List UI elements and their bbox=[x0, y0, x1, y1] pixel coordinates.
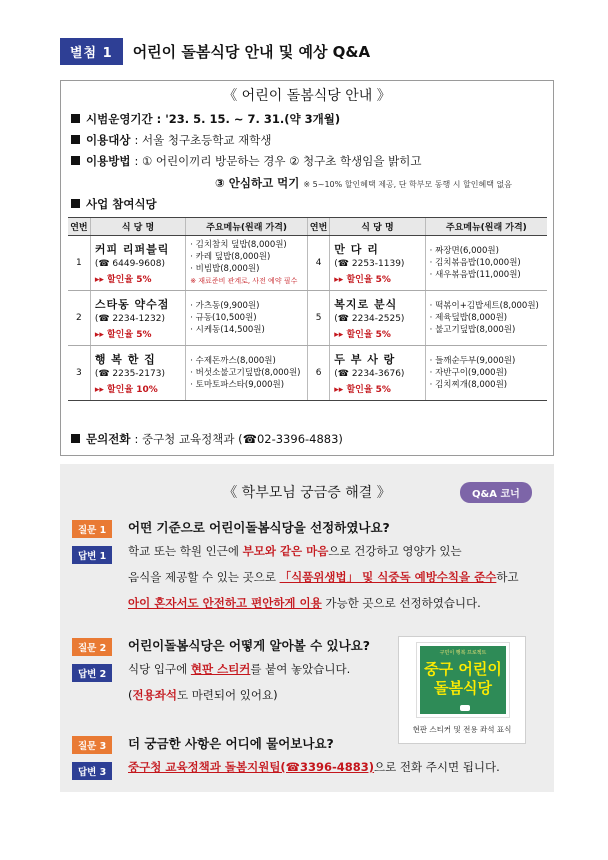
answer-highlight: 아이 혼자서도 안전하고 편안하게 이용 bbox=[128, 596, 322, 610]
answer-line bbox=[128, 564, 519, 590]
question-1-text: 어떤 기준으로 어린이돌봄식당을 선정하였나요? bbox=[128, 520, 390, 535]
menu-cell bbox=[186, 291, 308, 346]
shop-no: 6 bbox=[307, 346, 329, 401]
col-header: 연번 bbox=[307, 218, 329, 236]
shop-discount: ▸▸ 할인율 5% bbox=[94, 330, 152, 340]
answer-highlight: 전용좌석 bbox=[132, 688, 177, 702]
menu-item: · 가츠동(9,900원) bbox=[190, 301, 260, 311]
menu-item: · 카레 덮밥(8,000원) bbox=[190, 252, 271, 262]
answer-line bbox=[128, 656, 350, 682]
menu-cell bbox=[425, 291, 547, 346]
col-header: 식 당 명 bbox=[330, 218, 425, 236]
shop-no: 3 bbox=[68, 346, 90, 401]
menu-cell bbox=[186, 346, 308, 401]
col-header: 주요메뉴(원래 가격) bbox=[425, 218, 547, 236]
menu-cell bbox=[186, 236, 308, 291]
contact-label: 문의전화 bbox=[86, 432, 131, 446]
shop-cell bbox=[90, 291, 185, 346]
page-title: 어린이 돌봄식당 안내 및 예상 Q&A bbox=[132, 43, 371, 61]
answer-text: ( bbox=[128, 688, 133, 702]
period-label: 시범운영기간 : bbox=[86, 112, 162, 126]
answer-highlight: 중구청 교육정책과 돌봄지원팀(☎3396-4883) bbox=[128, 760, 375, 774]
menu-item: · 김치찌개(8,000원) bbox=[429, 380, 508, 390]
shops-label: 사업 참여식당 bbox=[86, 197, 157, 211]
attachment-badge: 별첨 1 bbox=[60, 38, 123, 65]
shop-tel: (☎ 6449-9608) bbox=[94, 259, 165, 269]
shop-discount: ▸▸ 할인율 5% bbox=[334, 330, 391, 340]
menu-item: · 제육덮밥(8,000원) bbox=[429, 313, 508, 323]
shop-name: 커피 리퍼블릭 bbox=[94, 243, 170, 256]
answer-line bbox=[128, 538, 519, 564]
shop-cell bbox=[90, 236, 185, 291]
answer-text: 도 마련되어 있어요) bbox=[176, 688, 278, 702]
contact-row bbox=[71, 431, 343, 447]
method-label: 이용방법 bbox=[86, 154, 131, 168]
question-2-tag: 질문 2 bbox=[72, 638, 112, 656]
answer-3-tag: 답변 3 bbox=[72, 762, 112, 780]
shop-no: 4 bbox=[307, 236, 329, 291]
sticker-board bbox=[417, 643, 509, 717]
table-row bbox=[68, 291, 547, 346]
menu-item: · 새우볶음밥(11,000원) bbox=[429, 270, 521, 280]
reservation-warning: ※ 재료준비 관계로, 사전 예약 필수 bbox=[190, 277, 298, 285]
bullet-square-icon bbox=[71, 434, 80, 443]
answer-highlight: 부모와 같은 마음 bbox=[242, 544, 329, 558]
answer-text: 음식을 제공할 수 있는 곳으로 bbox=[128, 570, 280, 584]
target-value: : 서울 청구초등학교 재학생 bbox=[134, 133, 272, 147]
district-logo-icon bbox=[460, 705, 470, 711]
shop-cell bbox=[330, 236, 425, 291]
shop-tel: (☎ 2234-2525) bbox=[334, 314, 405, 324]
answer-2-tag: 답변 2 bbox=[72, 664, 112, 682]
shops-table bbox=[68, 217, 547, 401]
sticker-main-text: 중구 어린이 돌봄식당 bbox=[424, 660, 502, 697]
menu-item: · 짜장면(6,000원) bbox=[429, 246, 499, 256]
guide-title: 《 어린이 돌봄식당 안내 》 bbox=[223, 88, 391, 104]
shop-name: 스타동 약수점 bbox=[94, 298, 170, 311]
answer-1-tag: 답변 1 bbox=[72, 546, 112, 564]
target-label: 이용대상 bbox=[86, 133, 131, 147]
sticker-brand: 구민이 행복 프로젝트 bbox=[439, 650, 487, 656]
answer-line bbox=[128, 682, 350, 708]
menu-cell bbox=[425, 346, 547, 401]
menu-item: · 수제돈까스(8,000원) bbox=[190, 356, 276, 366]
question-1-tag: 질문 1 bbox=[72, 520, 112, 538]
period-value: '23. 5. 15. ~ 7. 31.(약 3개월) bbox=[165, 112, 341, 126]
method-row bbox=[71, 153, 421, 169]
menu-item: · 떡볶이+김밥세트(8,000원) bbox=[429, 301, 539, 311]
question-3-text: 더 궁금한 사항은 어디에 물어보나요? bbox=[128, 736, 334, 751]
period-row bbox=[71, 111, 340, 127]
col-header: 식 당 명 bbox=[90, 218, 185, 236]
table-row bbox=[68, 346, 547, 401]
qa-title: 《 학부모님 궁금증 해결 》 bbox=[223, 485, 391, 501]
answer-text: 를 붙여 놓았습니다. bbox=[250, 662, 351, 676]
shop-discount: ▸▸ 할인율 5% bbox=[334, 275, 391, 285]
shop-discount: ▸▸ 할인율 5% bbox=[94, 275, 152, 285]
menu-item: · 비빔밥(8,000원) bbox=[190, 264, 260, 274]
shops-row bbox=[71, 196, 157, 212]
shop-tel: (☎ 2235-2173) bbox=[94, 369, 165, 379]
shop-name: 만 다 리 bbox=[334, 243, 379, 256]
menu-cell bbox=[425, 236, 547, 291]
shop-no: 1 bbox=[68, 236, 90, 291]
table-row bbox=[68, 236, 547, 291]
guide-box bbox=[60, 80, 554, 456]
shop-cell bbox=[330, 346, 425, 401]
qa-corner-badge: Q&A 코너 bbox=[460, 482, 532, 503]
method-line2: ③ 안심하고 먹기 bbox=[215, 176, 300, 190]
shop-discount: ▸▸ 할인율 10% bbox=[94, 385, 158, 395]
question-3-tag: 질문 3 bbox=[72, 736, 112, 754]
shop-cell bbox=[90, 346, 185, 401]
method-line1: : ① 어린이끼리 방문하는 경우 ② 청구초 학생임을 밝히고 bbox=[134, 154, 422, 168]
shop-tel: (☎ 2234-1232) bbox=[94, 314, 165, 324]
menu-item: · 버섯소불고기덮밥(8,000원) bbox=[190, 368, 301, 378]
answer-line bbox=[128, 754, 500, 780]
answer-2-text bbox=[128, 656, 350, 708]
bullet-square-icon bbox=[71, 135, 80, 144]
menu-item: · 불고기덮밥(8,000원) bbox=[429, 325, 516, 335]
col-header: 연번 bbox=[68, 218, 90, 236]
col-header: 주요메뉴(원래 가격) bbox=[186, 218, 308, 236]
menu-item: · 김치볶음밥(10,000원) bbox=[429, 258, 521, 268]
shop-cell bbox=[330, 291, 425, 346]
shop-tel: (☎ 2253-1139) bbox=[334, 259, 405, 269]
answer-text: 으로 전화 주시면 됩니다. bbox=[374, 760, 500, 774]
target-row bbox=[71, 132, 271, 148]
page-header bbox=[60, 38, 370, 65]
answer-text: 하고 bbox=[496, 570, 519, 584]
shop-name: 두 부 사 랑 bbox=[334, 353, 396, 366]
menu-item: · 들깨순두부(9,000원) bbox=[429, 356, 516, 366]
menu-item: · 자반구이(9,000원) bbox=[429, 368, 508, 378]
qa-box bbox=[60, 464, 554, 792]
shop-name: 복지로 분식 bbox=[334, 298, 398, 311]
menu-item: · 규동(10,500원) bbox=[190, 313, 257, 323]
shop-no: 5 bbox=[307, 291, 329, 346]
method-row-2 bbox=[211, 175, 512, 191]
answer-text: 학교 또는 학원 인근에 bbox=[128, 544, 243, 558]
answer-highlight: 현판 스티커 bbox=[190, 662, 251, 676]
bullet-square-icon bbox=[71, 114, 80, 123]
method-note: ※ 5~10% 할인혜택 제공, 단 학부모 동행 시 할인혜택 없음 bbox=[303, 180, 512, 189]
answer-text: 식당 입구에 bbox=[128, 662, 191, 676]
shop-name: 행 복 한 집 bbox=[94, 353, 156, 366]
shop-no: 2 bbox=[68, 291, 90, 346]
shop-discount: ▸▸ 할인율 5% bbox=[334, 385, 391, 395]
answer-text: 으로 건강하고 영양가 있는 bbox=[328, 544, 462, 558]
answer-3-text bbox=[128, 754, 500, 780]
answer-text: 가능한 곳으로 선정하였습니다. bbox=[321, 596, 481, 610]
bullet-square-icon bbox=[71, 199, 80, 208]
answer-highlight: 「식품위생법」 및 식중독 예방수칙을 준수 bbox=[279, 570, 497, 584]
answer-1-text bbox=[128, 538, 519, 616]
answer-line bbox=[128, 590, 519, 616]
menu-item: · 시케동(14,500원) bbox=[190, 325, 265, 335]
bullet-square-icon bbox=[71, 156, 80, 165]
sticker-image bbox=[398, 636, 526, 744]
sticker-caption: 현판 스티커 및 전용 좌석 표식 bbox=[412, 725, 512, 734]
shop-tel: (☎ 2234-3676) bbox=[334, 369, 405, 379]
menu-item: · 김치참치 덮밥(8,000원) bbox=[190, 240, 287, 250]
question-2-text: 어린이돌봄식당은 어떻게 알아볼 수 있나요? bbox=[128, 638, 371, 653]
contact-value: : 중구청 교육정책과 (☎02-3396-4883) bbox=[134, 432, 343, 446]
menu-item: · 토마토파스타(9,000원) bbox=[190, 380, 285, 390]
